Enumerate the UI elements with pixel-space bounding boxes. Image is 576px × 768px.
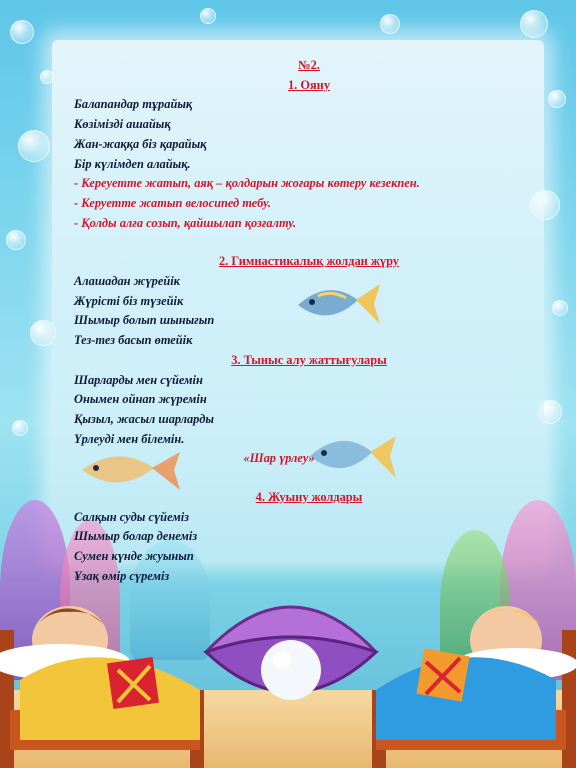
poem-line: Қызыл, жасыл шарларды xyxy=(74,411,214,426)
document-text xyxy=(74,56,544,587)
instruction-line: - Қолды алға созып, қайшылап қозғалту. xyxy=(74,215,297,230)
poem-line: Онымен ойнап жүремін xyxy=(74,392,207,407)
poem-line: Шымыр болар денеміз xyxy=(74,529,198,544)
poem-line: Ұзақ өмір сүреміз xyxy=(74,568,170,583)
section-heading: 1. Ояну xyxy=(287,77,331,92)
poem-line: Көзімізді ашайық xyxy=(74,117,171,132)
sleeping-child-right xyxy=(366,590,576,768)
bubble-decoration xyxy=(548,90,566,108)
poem-line: Шарларды мен сүйемін xyxy=(74,372,203,387)
bubble-decoration xyxy=(380,14,400,34)
poem-line: Шымыр болып шынығып xyxy=(74,313,215,328)
bubble-decoration xyxy=(200,8,216,24)
section-heading: 3. Тыныс алу жаттығулары xyxy=(231,352,387,367)
poem-line: Алашадан жүрейік xyxy=(74,274,180,289)
bubble-decoration xyxy=(6,230,26,250)
instruction-line: - Кереуетте жатып, аяқ – қолдарын жоғары көтеру кезекпен. xyxy=(74,176,420,191)
bubble-decoration xyxy=(520,10,548,38)
poem-line: Жүрісті біз түзейік xyxy=(74,293,184,308)
exercise-name: «Шар үрлеу» xyxy=(243,451,315,466)
poem-line: Үрлеуді мен білемін. xyxy=(74,431,185,446)
bubble-decoration xyxy=(12,420,28,436)
instruction-line: - Керуетте жатып велосипед тебу. xyxy=(74,195,271,210)
sleeping-child-left xyxy=(0,590,210,768)
section-heading: 2. Гимнастикалық жолдан жүру xyxy=(218,254,400,269)
shell-with-pearl-icon xyxy=(196,582,386,732)
poem-line: Балапандар тұрайық xyxy=(74,97,193,112)
bubble-decoration xyxy=(552,300,568,316)
bubble-decoration xyxy=(10,20,34,44)
document-number: №2. xyxy=(298,58,320,72)
poem-line: Жан-жаққа біз қарайық xyxy=(74,136,207,151)
poem-line: Тез-тез басып өтейік xyxy=(74,333,193,348)
section-heading: 4. Жуыну жолдары xyxy=(255,490,363,505)
poem-line: Сумен күнде жуынып xyxy=(74,549,194,564)
poem-line: Салқын суды сүйеміз xyxy=(74,509,190,524)
bubble-decoration xyxy=(18,130,50,162)
poem-line: Бір күлімдеп алайық. xyxy=(74,156,191,171)
